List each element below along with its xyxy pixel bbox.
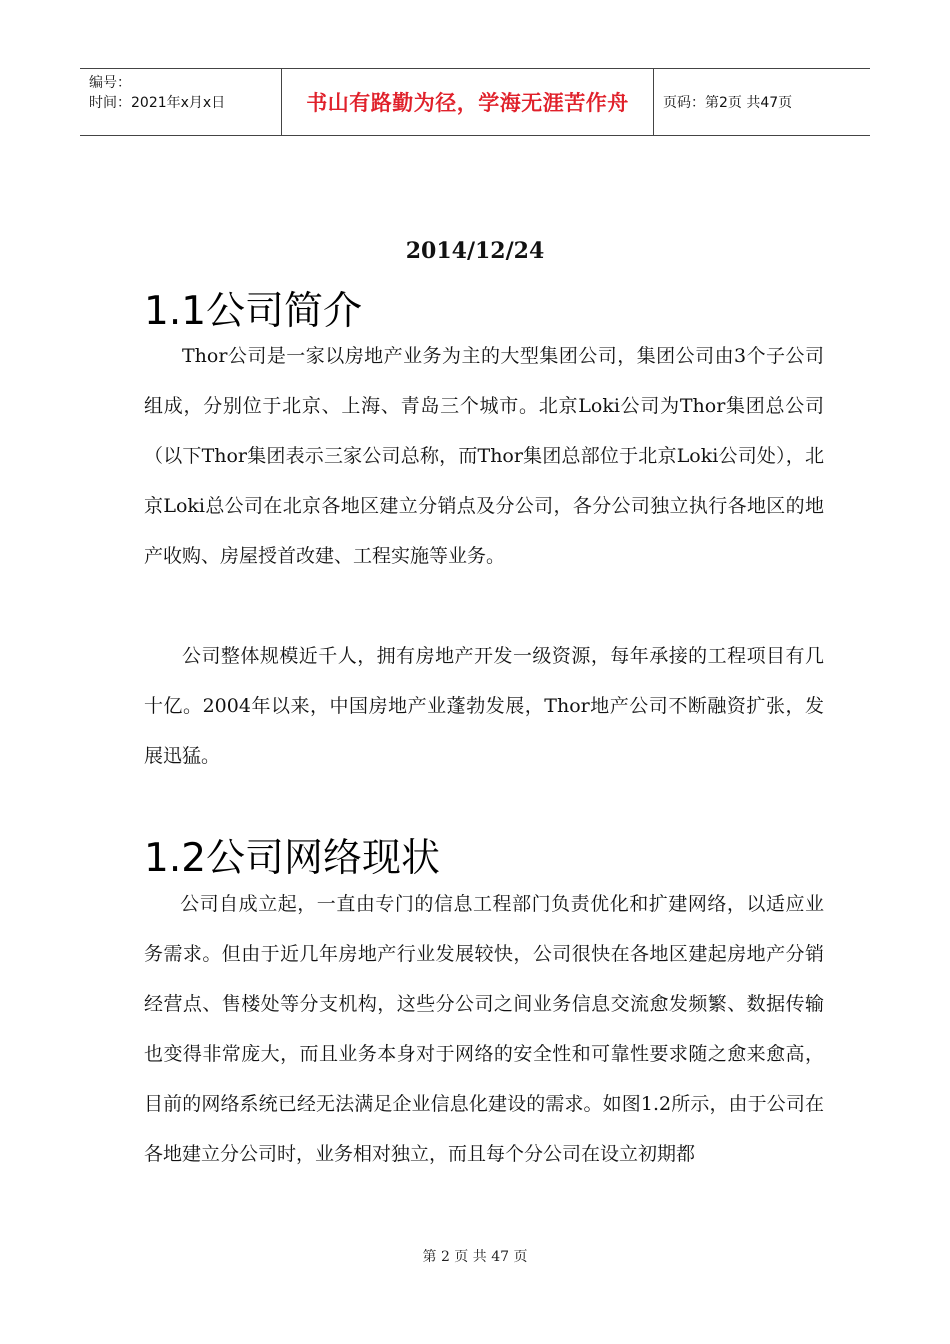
paragraph-company-intro-2: 公司整体规模近千人，拥有房地产开发一级资源，每年承接的工程项目有几十亿。2004年以来，中国房地产业蓬勃发展，Thor地产公司不断融资扩张，发展迅猛。	[144, 645, 824, 767]
header-date-label: 时间：2021年x月x日	[89, 95, 226, 111]
paragraph-company-intro-1: Thor公司是一家以房地产业务为主的大型集团公司，集团公司由3个子公司组成，分别位于北京、上海、青岛三个城市。北京Loki公司为Thor集团总公司（以下Thor集团表示三家公司总称，而Thor集团总部位于北京Loki公司处），北京Loki总公司在北京各地区建立分销点及分公司，各分公司独立执行各地区的地产收购、房屋授首改建、工程实施等业务。	[144, 345, 824, 567]
header-motto-cell	[282, 69, 654, 135]
header-page-info: 页码：第2页 共47页	[663, 95, 793, 111]
header-motto: 书山有路勤为径，学海无涯苦作舟	[306, 91, 629, 115]
section-title-network-status: 1.2公司网络现状	[144, 836, 441, 881]
header-number-label: 编号：	[89, 75, 131, 91]
header-meta-cell	[80, 69, 282, 135]
document-date: 2014/12/24	[405, 238, 545, 264]
header-page-cell	[654, 69, 870, 135]
paragraph-network-status-1: 公司自成立起，一直由专门的信息工程部门负责优化和扩建网络，以适应业务需求。但由于近几年房地产行业发展较快，公司很快在各地区建起房地产分销经营点、售楼处等分支机构，这些分公司之间业务信息交流愈发频繁、数据传输也变得非常庞大，而且业务本身对于网络的安全性和可靠性要求随之愈来愈高，目前的网络系统已经无法满足企业信息化建设的需求。如图1.2所示，由于公司在各地建立分公司时，业务相对独立，而且每个分公司在设立初期都	[144, 893, 824, 1165]
page-footer: 第 2 页 共 47 页	[422, 1249, 528, 1265]
section-title-company-intro: 1.1公司简介	[144, 289, 363, 334]
document-header	[80, 68, 870, 136]
